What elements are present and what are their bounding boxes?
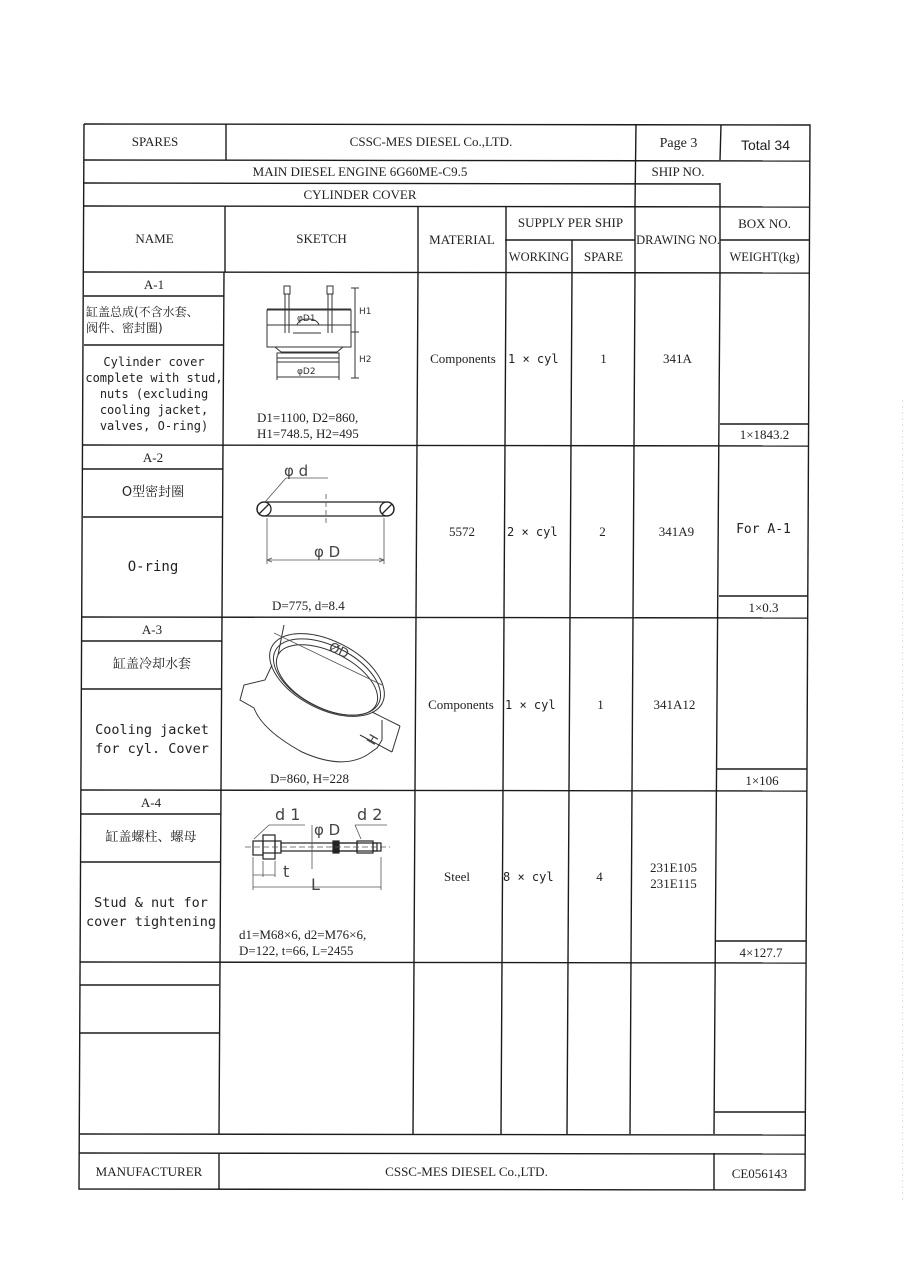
item-spare: 1 [597, 697, 604, 712]
label-d2: d 2 [357, 805, 383, 824]
label-d1: d 1 [275, 805, 301, 824]
item-name-en: Cylinder cover complete with stud, nuts (excluding cooling jacket, valves, O-ring) [85, 355, 223, 433]
label-h: H [364, 732, 383, 748]
item-dims: D=775, d=8.4 [272, 598, 345, 613]
company-name: CSSC-MES DIESEL Co.,LTD. [349, 134, 513, 149]
item-name-en: Cooling jacket for cyl. Cover [95, 722, 209, 757]
item-working: 1 × cyl [505, 698, 556, 712]
item-spare: 2 [599, 524, 606, 539]
item-name-cn: 缸盖总成(不含水套、 阀件、密封圈) [86, 305, 199, 335]
col-drawing: DRAWING NO. [636, 233, 720, 247]
item-name-en: Stud & nut for cover tightening [85, 895, 217, 930]
cylinder-cover-sketch [255, 278, 375, 408]
label-h2: H2 [359, 355, 372, 365]
col-weight: WEIGHT(kg) [729, 250, 800, 264]
item-name-cn: 缸盖冷却水套 [112, 657, 191, 672]
item-working: 8 × cyl [503, 870, 554, 884]
item-dims: D1=1100, D2=860, H1=748.5, H2=495 [257, 410, 359, 441]
item-id: A-3 [141, 622, 163, 637]
item-id: A-4 [140, 795, 162, 810]
item-id: A-2 [142, 450, 164, 465]
document-code: CE056143 [731, 1166, 788, 1181]
o-ring-sketch [250, 458, 400, 573]
item-dims: D=860, H=228 [270, 771, 349, 786]
stud-nut-sketch [245, 795, 395, 905]
col-sketch: SKETCH [296, 231, 347, 246]
section-title: CYLINDER COVER [303, 187, 417, 202]
item-drawing: 231E105 231E115 [650, 860, 697, 891]
col-box: BOX NO. [738, 216, 791, 231]
item-drawing: 341A12 [653, 697, 696, 712]
page-number: Page 3 [659, 136, 698, 151]
label-L: L [311, 875, 320, 894]
item-name-cn: 缸盖螺柱、螺母 [105, 830, 197, 845]
item-drawing: 341A [663, 351, 692, 366]
label-d-big: φ D [314, 543, 341, 561]
item-dims: d1=M68×6, d2=M76×6, D=122, t=66, L=2455 [239, 927, 367, 958]
item-name-en: O-ring [127, 559, 179, 575]
item-drawing: 341A9 [658, 524, 695, 539]
item-spare: 1 [600, 351, 607, 366]
manufacturer-name: CSSC-MES DIESEL Co.,LTD. [385, 1164, 548, 1179]
engine-title: MAIN DIESEL ENGINE 6G60ME-C9.5 [252, 164, 468, 179]
total-pages: Total 34 [740, 137, 791, 153]
ship-no-label: SHIP NO. [651, 164, 705, 179]
item-working: 1 × cyl [508, 352, 559, 366]
item-material: Components [430, 351, 496, 366]
label-d2: φD2 [297, 367, 316, 377]
item-box: For A-1 [736, 522, 791, 537]
col-supply: SUPPLY PER SHIP [517, 215, 624, 230]
manufacturer-label: MANUFACTURER [95, 1164, 203, 1179]
col-spare: SPARE [583, 249, 624, 264]
col-material: MATERIAL [429, 232, 495, 247]
label-D: φ D [314, 821, 341, 839]
item-weight: 4×127.7 [739, 945, 783, 960]
item-weight: 1×1843.2 [739, 427, 790, 442]
label-d-small: φ d [284, 462, 309, 480]
label-d: ØD [326, 640, 352, 663]
item-material: 5572 [449, 524, 475, 539]
cooling-jacket-sketch [232, 620, 412, 780]
label-t: t [283, 862, 290, 881]
label-h1: H1 [359, 307, 372, 317]
label-d1: φD1 [297, 314, 316, 324]
scan-edge-artifact [902, 400, 903, 1200]
item-material: Steel [444, 869, 470, 884]
item-weight: 1×106 [745, 773, 779, 788]
item-material: Components [428, 697, 494, 712]
col-working: WORKING [508, 250, 570, 264]
item-weight: 1×0.3 [748, 600, 779, 615]
item-working: 2 × cyl [507, 525, 558, 539]
spares-label: SPARES [131, 134, 179, 149]
item-name-cn: O型密封圈 [121, 485, 185, 500]
item-id: A-1 [143, 277, 165, 292]
item-spare: 4 [596, 869, 603, 884]
col-name: NAME [135, 231, 174, 246]
